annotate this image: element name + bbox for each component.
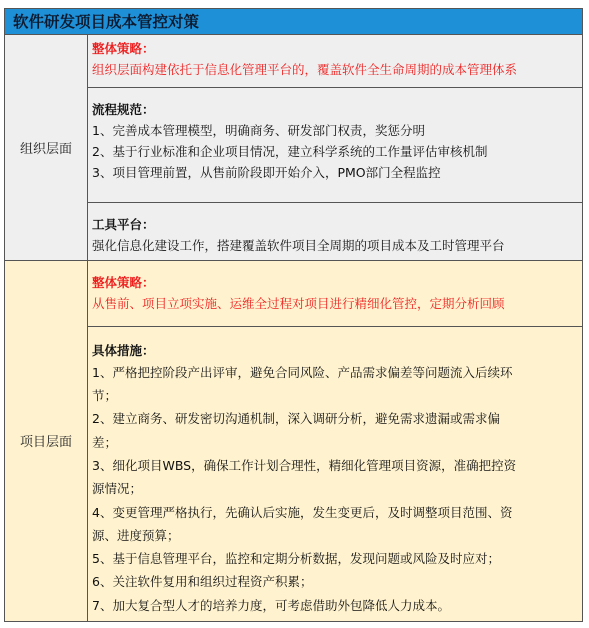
- project-measure-line: 源、进度预算；: [92, 527, 180, 543]
- project-level-label: 项目层面: [5, 261, 88, 621]
- project-measure-line: 4、变更管理严格执行，先确认后实施，发生变更后，及时调整项目范围、资: [92, 504, 513, 520]
- org-process-item: 2、基于行业标准和企业项目情况，建立科学系统的工作量评估审核机制: [92, 144, 488, 160]
- project-measure-line: 1、严格把控阶段产出评审，避免合同风险、产品需求偏差等问题流入后续环: [92, 364, 513, 380]
- org-platform-block: [88, 203, 582, 260]
- project-measure-line: 7、加大复合型人才的培养力度，可考虑借助外包降低人力成本。: [92, 597, 450, 613]
- org-level-section: [5, 35, 582, 261]
- org-process-item: 3、项目管理前置，从售前阶段即开始介入，PMO部门全程监控: [92, 165, 441, 181]
- org-process-item: 1、完善成本管理模型，明确商务、研发部门权责，奖惩分明: [92, 123, 425, 139]
- org-process-block: [88, 88, 582, 202]
- project-strategy-text: 从售前、项目立项实施、运维全过程对项目进行精细化管控，定期分析回顾: [92, 295, 505, 311]
- project-measure-line: 3、细化项目WBS，确保工作计划合理性，精细化管理项目资源，准确把控资: [92, 457, 517, 473]
- project-measure-line: 源情况；: [92, 481, 143, 497]
- project-measure-line: 差；: [92, 434, 118, 450]
- project-strategy-block: [88, 261, 582, 327]
- project-measure-line: 6、关注软件复用和组织过程资产积累；: [92, 574, 313, 590]
- project-level-content: [88, 261, 582, 621]
- project-level-section: [5, 261, 582, 621]
- project-measure-line: 节；: [92, 388, 118, 404]
- project-measures-block: [88, 327, 582, 621]
- cost-control-table: [4, 8, 583, 622]
- project-measure-line: 2、建立商务、研发密切沟通机制，深入调研分析，避免需求遗漏或需求偏: [92, 411, 500, 427]
- org-strategy-heading: 整体策略：: [92, 40, 155, 56]
- table-title: 软件研发项目成本管控对策: [5, 9, 582, 35]
- project-strategy-heading: 整体策略：: [92, 274, 155, 290]
- org-strategy-block: [88, 35, 582, 89]
- org-level-content: [88, 35, 582, 260]
- org-strategy-text: 组织层面构建依托于信息化管理平台的，覆盖软件全生命周期的成本管理体系: [92, 61, 518, 77]
- org-level-label: 组织层面: [5, 35, 88, 260]
- project-measures-heading: 具体措施：: [92, 342, 155, 358]
- project-measure-line: 5、基于信息管理平台，监控和定期分析数据，发现问题或风险及时应对；: [92, 551, 500, 567]
- org-platform-heading: 工具平台：: [92, 216, 155, 232]
- org-platform-text: 强化信息化建设工作，搭建覆盖软件项目全周期的项目成本及工时管理平台: [92, 237, 505, 253]
- org-process-heading: 流程规范：: [92, 102, 155, 118]
